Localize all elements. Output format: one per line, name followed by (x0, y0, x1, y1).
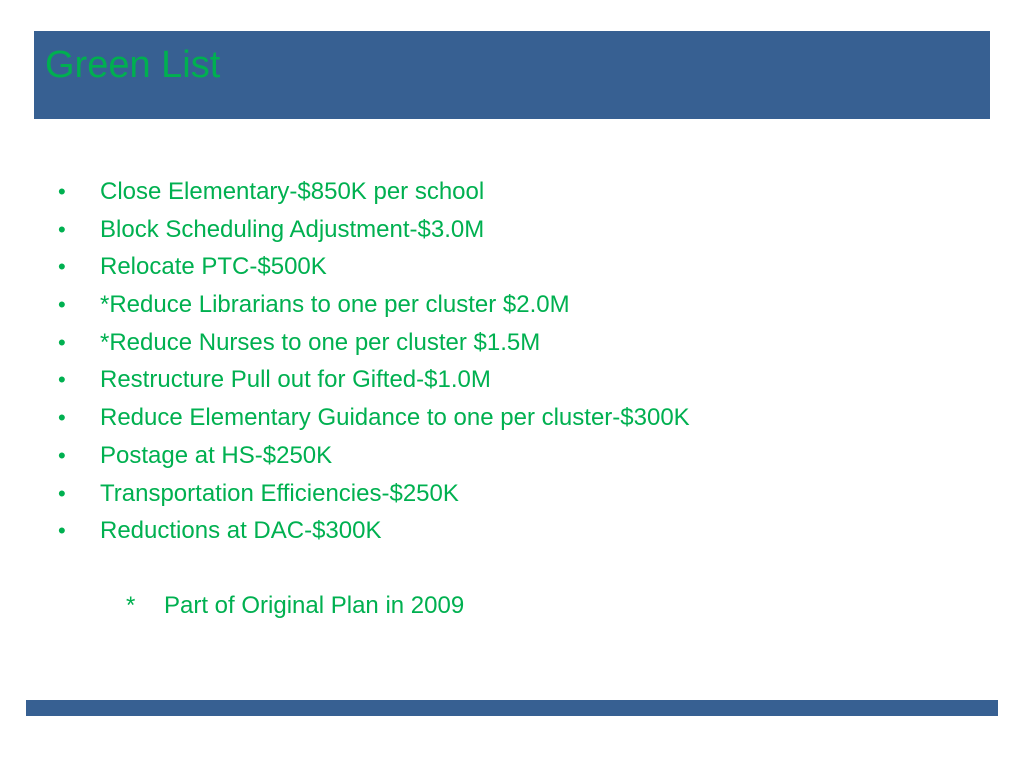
bullet-text: Relocate PTC-$500K (100, 253, 327, 281)
footer-bar (26, 700, 998, 716)
bullet-text: Restructure Pull out for Gifted-$1.0M (100, 366, 491, 394)
bullet-icon: • (58, 405, 66, 431)
bullet-item (58, 442, 690, 480)
bullet-item (58, 404, 690, 442)
footnote (126, 592, 464, 620)
bullet-text: Close Elementary-$850K per school (100, 178, 485, 205)
bullet-icon: • (58, 480, 66, 506)
bullet-item (58, 366, 690, 404)
footnote-text: Part of Original Plan in 2009 (164, 592, 465, 619)
bullet-icon: • (58, 254, 66, 280)
bullet-icon: • (58, 442, 66, 468)
bullet-text: *Reduce Nurses to one per cluster $1.5M (100, 328, 541, 356)
bullet-icon: • (58, 179, 66, 204)
bullet-icon: • (58, 367, 66, 393)
bullet-item (58, 480, 690, 518)
bullet-icon: • (58, 216, 66, 242)
bullet-item (58, 329, 690, 367)
bullet-text: *Reduce Librarians to one per cluster $2.0M (100, 291, 570, 319)
bullet-icon: • (58, 518, 66, 544)
bullet-icon: • (58, 292, 66, 318)
bullet-item (58, 517, 690, 555)
title-bar (34, 31, 990, 119)
bullet-text: Transportation Efficiencies-$250K (100, 479, 459, 507)
bullet-icon: • (58, 329, 66, 355)
bullet-item (58, 291, 690, 329)
slide-title: Green List (45, 44, 221, 86)
bullet-text: Postage at HS-$250K (100, 441, 333, 469)
footnote-marker: * (126, 592, 136, 619)
bullet-item (58, 216, 690, 254)
bullet-list (58, 178, 690, 555)
bullet-text: Block Scheduling Adjustment-$3.0M (100, 215, 485, 243)
bullet-text: Reduce Elementary Guidance to one per cluster-$300K (100, 404, 690, 432)
bullet-text: Reductions at DAC-$300K (100, 517, 382, 545)
bullet-item (58, 178, 690, 216)
bullet-item (58, 253, 690, 291)
